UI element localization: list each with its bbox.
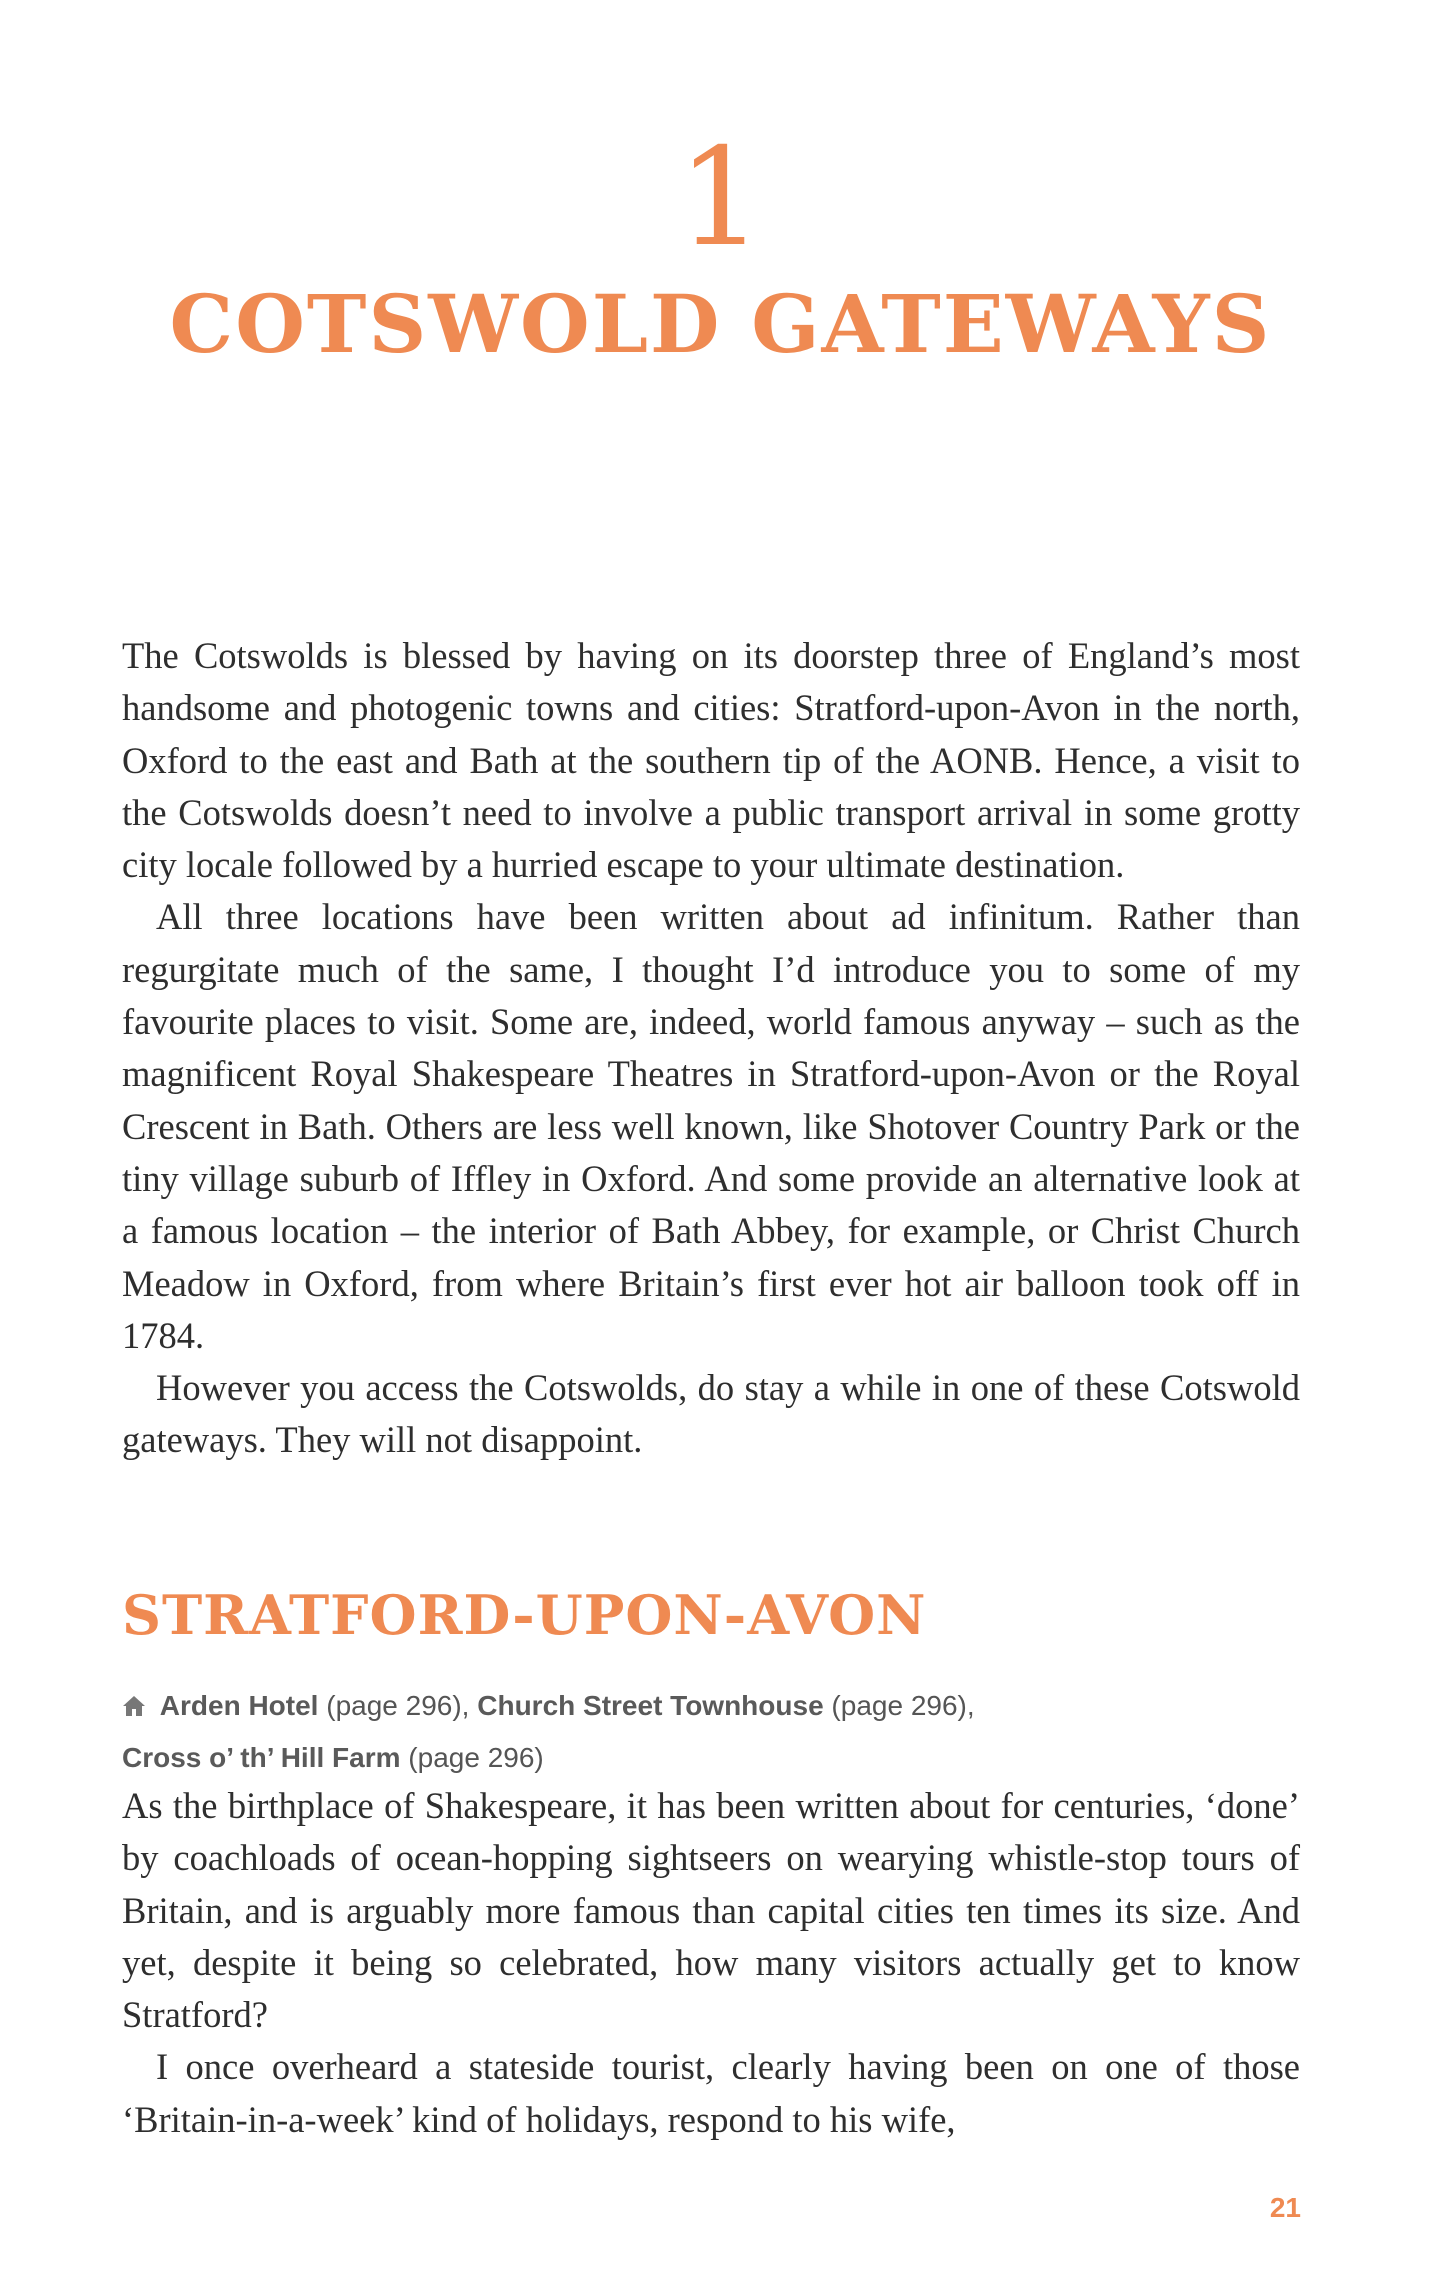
chapter-title: COTSWOLD GATEWAYS <box>169 277 1272 371</box>
accommodation-list <box>122 1680 1300 1784</box>
page-number: 21 <box>1269 2192 1301 2223</box>
house-icon <box>122 1680 146 1732</box>
accommodation-page-ref: (page 296), <box>831 1690 975 1721</box>
section-paragraph: I once overheard a stateside tourist, clearly having been on one of those ‘Britain-in-a-week’ kind of holidays, respond to his wife, <box>122 2046 1300 2140</box>
intro-paragraph: The Cotswolds is blessed by having on its doorstep three of England’s most handsome and photogenic towns and cities: Stratford-upon-Avon in the north, Oxford to the east and Bath at the southern tip of the AONB. Hence, a visit to the Cotswolds doesn’t need to involve a public transport arrival in some grotty city locale followed by a hurried escape to your ultimate destination. <box>122 635 1300 886</box>
accommodation-page-ref: (page 296), <box>326 1690 470 1721</box>
accommodation-name: Arden Hotel <box>159 1690 319 1721</box>
accommodation-name: Cross o’ th’ Hill Farm <box>122 1742 401 1773</box>
accommodation-name: Church Street Townhouse <box>477 1690 824 1721</box>
intro-text <box>122 630 1300 1467</box>
intro-paragraph: All three locations have been written about ad infinitum. Rather than regurgitate much of the same, I thought I’d introduce you to some of my favourite places to visit. Some are, indeed, world famous anyway – such as the magnificent Royal Shakespeare Theatres in Stratford-upon-Avon or the Royal Crescent in Bath. Others are less well known, like Shotover Country Park or the tiny village suburb of Iffley in Oxford. And some provide an alternative look at a famous location – the interior of Bath Abbey, for example, or Christ Church Meadow in Oxford, from where Britain’s first ever hot air balloon took off in 1784. <box>122 896 1300 1356</box>
chapter-number: 1 <box>677 119 764 276</box>
accommodation-page-ref: (page 296) <box>408 1742 544 1773</box>
section-heading: STRATFORD-UPON-AVON <box>122 1583 927 1647</box>
intro-paragraph: However you access the Cotswolds, do stay a while in one of these Cotswold gateways. They will not disappoint. <box>122 1367 1300 1461</box>
section-text <box>122 1780 1300 2146</box>
section-paragraph: As the birthplace of Shakespeare, it has been written about for centuries, ‘done’ by coachloads of ocean-hopping sightseers on wearying whistle-stop tours of Britain, and is arguably more famous than capital cities ten times its size. And yet, despite it being so celebrated, how many visitors actually get to know Stratford? <box>122 1785 1300 2036</box>
